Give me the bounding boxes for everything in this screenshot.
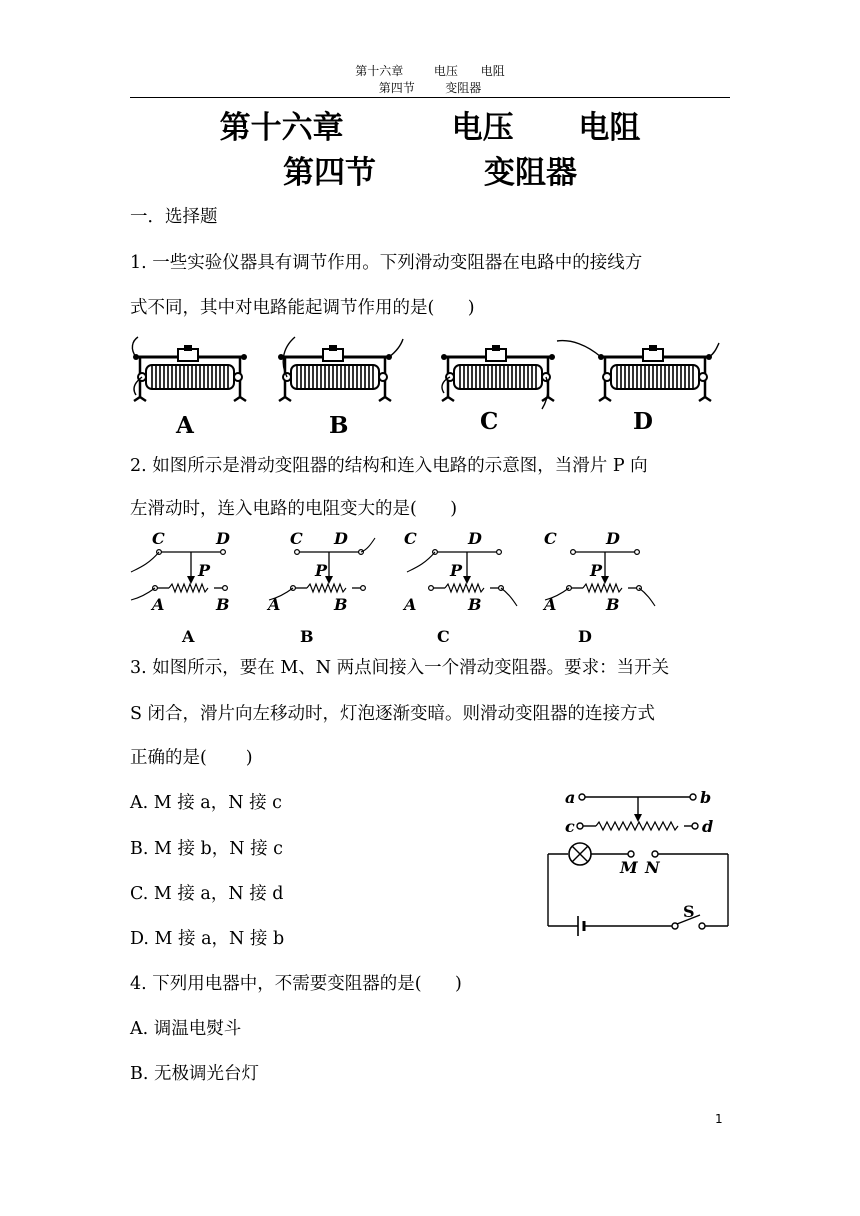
q2b-label-d: D [334,529,348,548]
q3-label-d: d [702,817,714,836]
q3-text-line3: 正确的是( ) [130,748,253,768]
q2b-label-b: B [334,595,348,614]
q3-text-line2: S 闭合，滑片向左移动时，灯泡逐渐变暗。则滑动变阻器的连接方式 [130,704,656,724]
q2b-label-c: C [290,529,303,548]
q2b-label-p: P [315,561,328,580]
q3-label-c: c [565,817,575,836]
q2d-label-a: A [544,595,557,614]
page-number: 1 [715,1112,723,1126]
q1-text-line1: 1. 一些实验仪器具有调节作用。下列滑动变阻器在电路中的接线方 [130,253,643,273]
q4-option-b: B. 无极调光台灯 [130,1064,259,1084]
q1-label-d: D [633,408,653,435]
q3-label-a: a [565,788,576,807]
q1-label-c: C [480,408,499,435]
q2c-label-d: D [468,529,482,548]
q2-option-d: D [578,627,592,646]
q3-option-d: D. M 接 a，N 接 b [130,929,285,949]
q2b-label-a: A [268,595,281,614]
chapter-title: 第十六章 电压 电阻 [219,110,641,146]
q2d-label-d: D [606,529,620,548]
q2a-label-a: A [152,595,165,614]
q2a-label-p: P [198,561,211,580]
q1-label-a: A [176,412,194,439]
header-rule [130,97,730,98]
q3-label-s: S [683,902,695,921]
q2-option-c: C [437,627,450,646]
q2a-label-d: D [216,529,230,548]
running-header-chapter: 第十六章 电压 电阻 [355,64,505,78]
q2d-label-p: P [590,561,603,580]
q3-circuit-figure [540,784,740,944]
q2a-label-b: B [216,595,230,614]
q1-rheostat-figures [125,335,725,415]
section-heading: 一．选择题 [130,207,218,227]
q1-text-line2: 式不同，其中对电路能起调节作用的是( ) [130,298,475,318]
q2c-label-b: B [468,595,482,614]
q3-label-n: N [645,858,660,877]
q2-text-line2: 左滑动时，连入电路的电阻变大的是( ) [130,499,458,519]
q3-option-a: A. M 接 a，N 接 c [130,793,282,813]
q2-option-b: B [300,627,314,646]
q3-option-b: B. M 接 b，N 接 c [130,839,283,859]
q2-text-line1: 2. 如图所示是滑动变阻器的结构和连入电路的示意图，当滑片 P 向 [130,456,648,476]
q2-option-a: A [182,627,195,646]
q2c-label-a: A [404,595,417,614]
q3-option-c: C. M 接 a，N 接 d [130,884,284,904]
section-title: 第四节 变阻器 [283,155,577,191]
q3-label-b: b [700,788,712,807]
q3-label-m: M [620,858,638,877]
q2d-label-b: B [606,595,620,614]
q3-text-line1: 3. 如图所示，要在 M、N 两点间接入一个滑动变阻器。要求：当开关 [130,658,670,678]
q4-option-a: A. 调温电熨斗 [130,1019,242,1039]
q1-label-b: B [329,412,349,439]
q4-text-line1: 4. 下列用电器中，不需要变阻器的是( ) [130,974,462,994]
q2a-label-c: C [152,529,165,548]
running-header-section: 第四节 变阻器 [378,81,482,95]
q2c-label-c: C [404,529,417,548]
q2c-label-p: P [450,561,463,580]
q2d-label-c: C [544,529,557,548]
